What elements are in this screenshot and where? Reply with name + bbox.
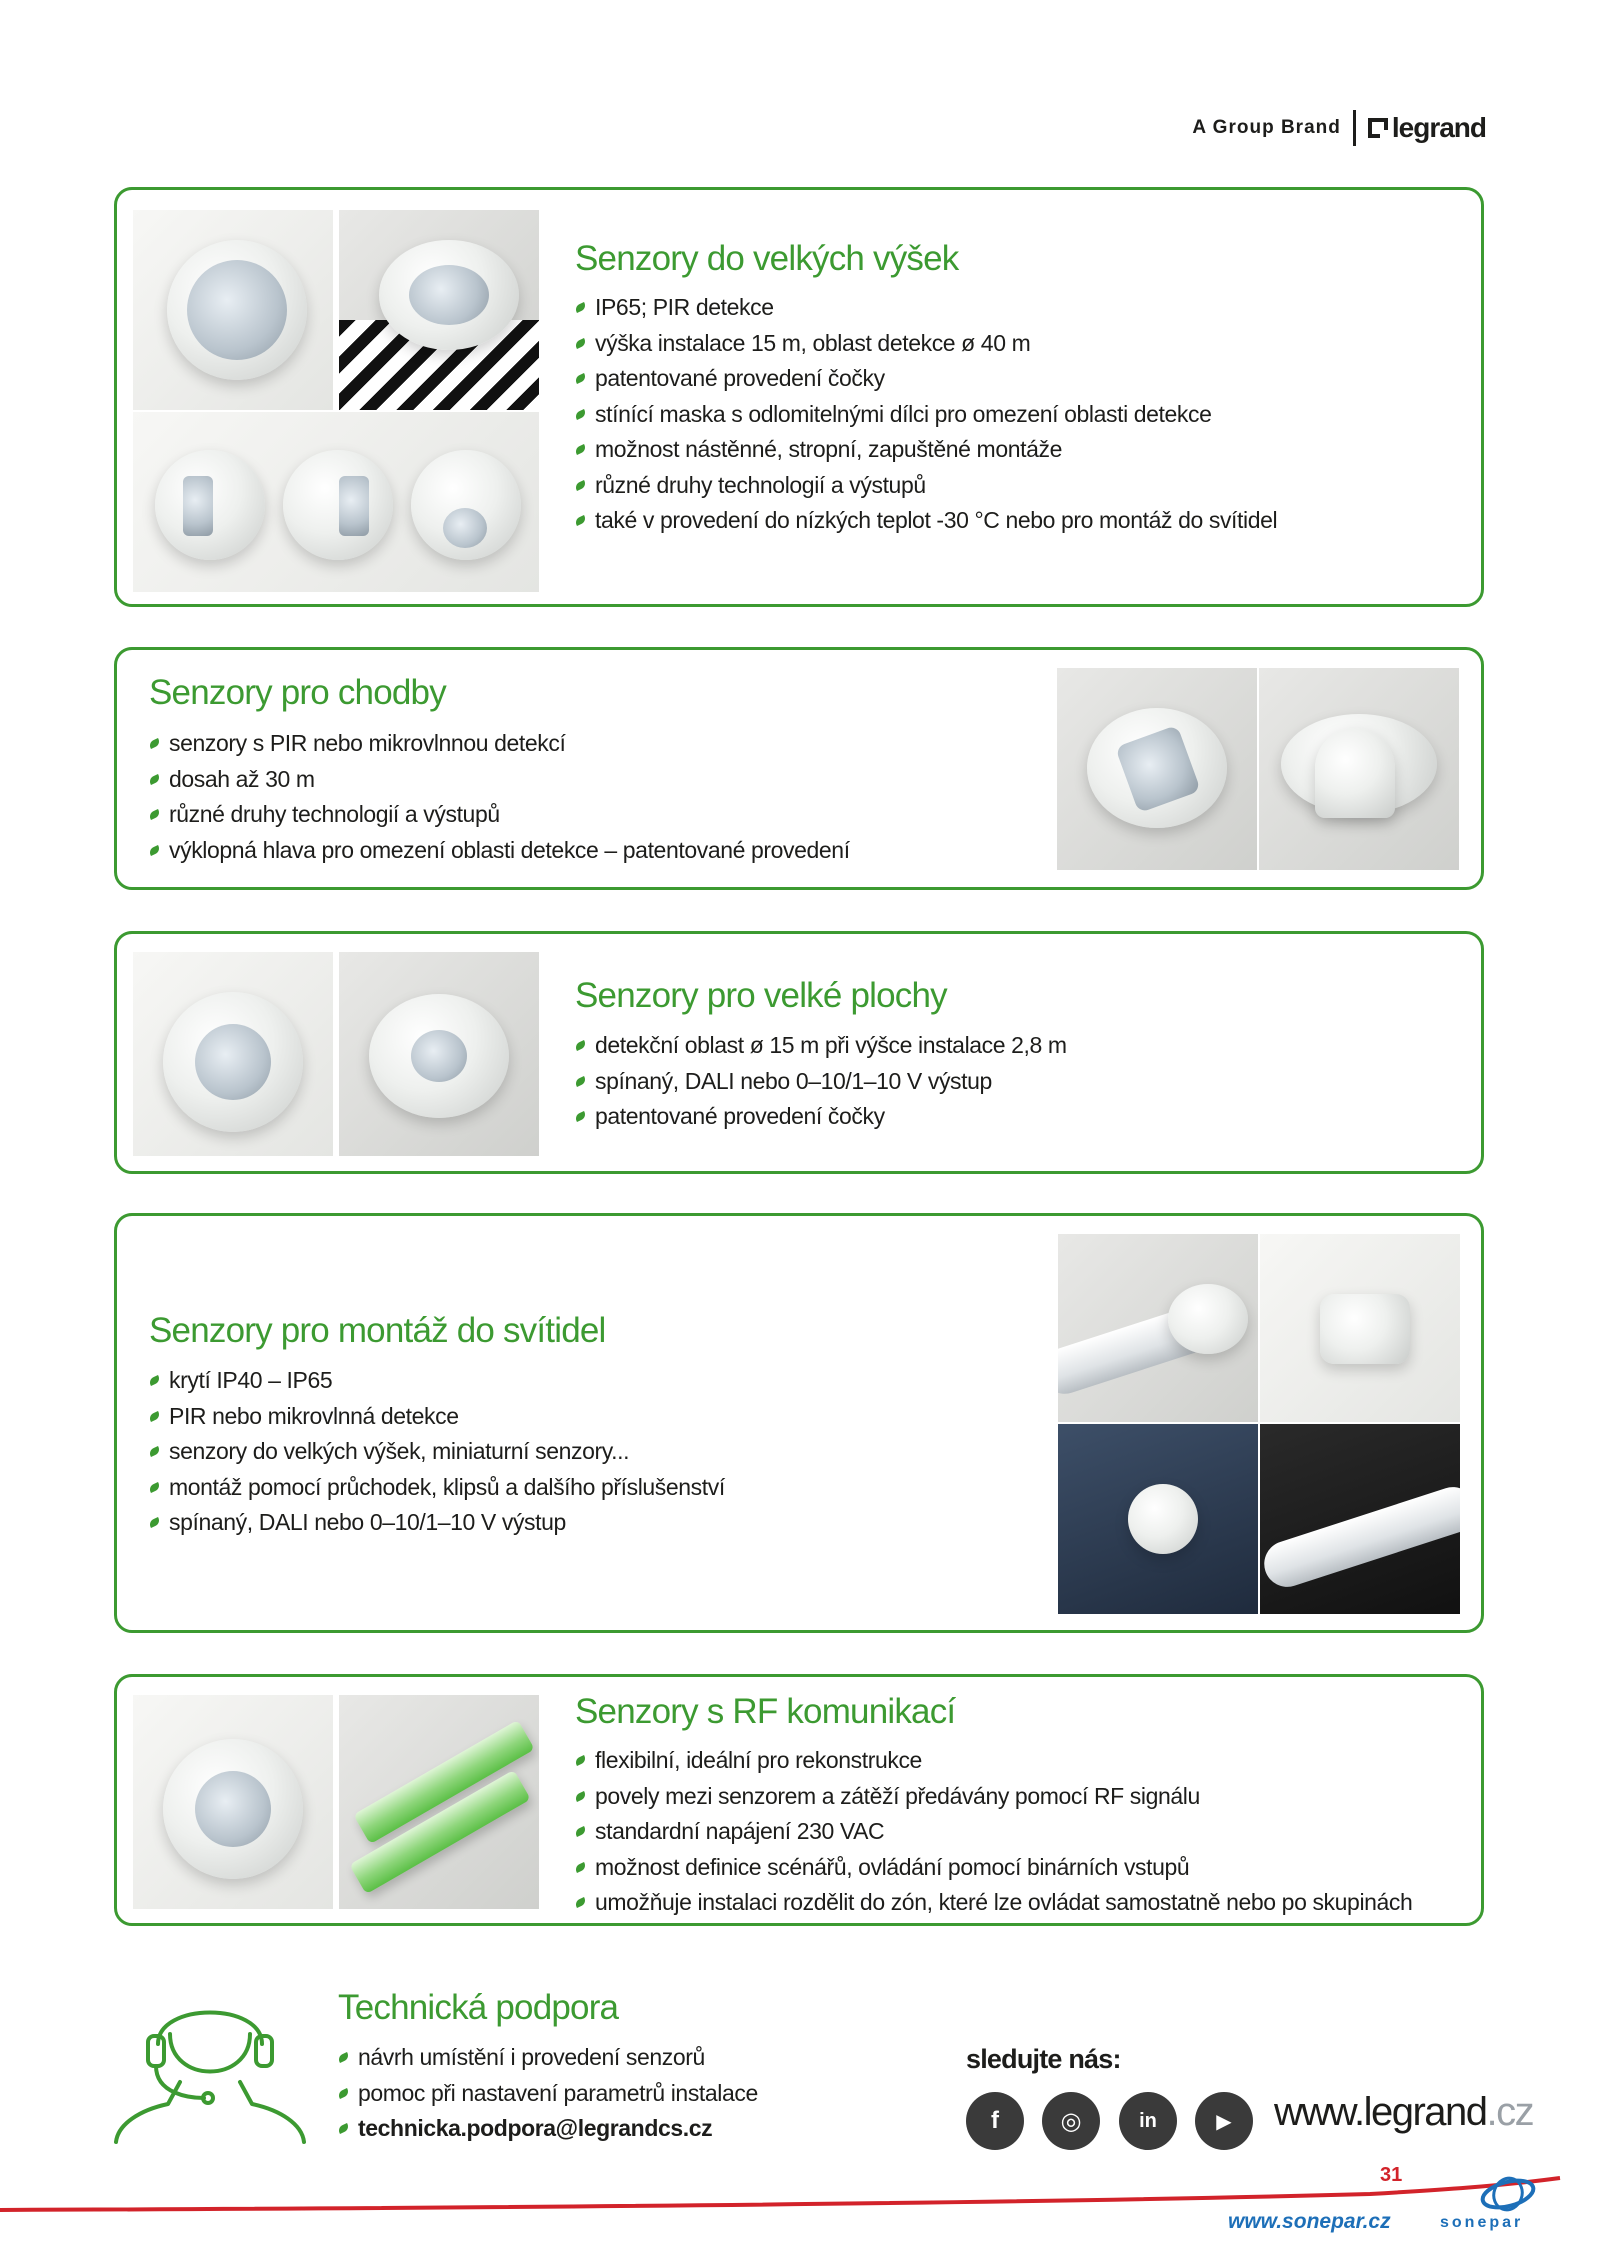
feature-item: povely mezi senzorem a zátěží předávány pomocí RF signálu — [575, 1779, 1412, 1815]
card-title: Senzory pro velké plochy — [575, 976, 947, 1015]
feature-item: výška instalace 15 m, oblast detekce ø 40 m — [575, 326, 1277, 362]
card-title: Senzory pro chodby — [149, 673, 446, 712]
website-tld: .cz — [1486, 2090, 1534, 2134]
feature-item: dosah až 30 m — [149, 762, 850, 798]
feature-item: různé druhy technologií a výstupů — [149, 797, 850, 833]
legrand-logo — [1368, 112, 1486, 144]
feature-item: IP65; PIR detekce — [575, 290, 1277, 326]
feature-item: různé druhy technologií a výstupů — [575, 468, 1277, 504]
feature-item: stínící maska s odlomitelnými dílci pro omezení oblasti detekce — [575, 397, 1277, 433]
card-title: Senzory s RF komunikací — [575, 1692, 956, 1731]
sonepar-logo-icon — [1478, 2174, 1538, 2214]
feature-list — [149, 1363, 725, 1541]
card-large-area-sensors — [114, 931, 1484, 1174]
feature-item: také v provedení do nízkých teplot -30 °C nebo pro montáž do svítidel — [575, 503, 1277, 539]
product-photo — [133, 210, 333, 410]
youtube-icon[interactable]: ▶ — [1195, 2092, 1253, 2150]
feature-item: výklopná hlava pro omezení oblasti detekce – patentované provedení — [149, 833, 850, 869]
feature-item: PIR nebo mikrovlnná detekce — [149, 1399, 725, 1435]
product-photo — [1260, 1424, 1460, 1614]
linkedin-icon[interactable]: in — [1119, 2092, 1177, 2150]
brand-header — [1192, 110, 1486, 146]
product-photo — [339, 1695, 539, 1909]
feature-item: spínaný, DALI nebo 0–10/1–10 V výstup — [149, 1505, 725, 1541]
instagram-icon[interactable]: ◎ — [1042, 2092, 1100, 2150]
feature-item: patentované provedení čočky — [575, 361, 1277, 397]
feature-item: montáž pomocí průchodek, klipsů a dalšího příslušenství — [149, 1470, 725, 1506]
brand-divider — [1353, 110, 1356, 146]
feature-item: senzory do velkých výšek, miniaturní senzory... — [149, 1434, 725, 1470]
card-high-ceiling-sensors — [114, 187, 1484, 607]
feature-list — [149, 726, 850, 868]
headset-support-icon — [110, 1974, 310, 2146]
product-photo — [1260, 1234, 1460, 1422]
feature-item: patentované provedení čočky — [575, 1099, 1067, 1135]
product-photo — [133, 412, 539, 592]
facebook-icon[interactable]: f — [966, 2092, 1024, 2150]
website-main: www.legrand — [1274, 2090, 1487, 2134]
feature-item: detekční oblast ø 15 m při výšce instalace 2,8 m — [575, 1028, 1067, 1064]
website-link[interactable] — [1274, 2090, 1533, 2135]
support-item: návrh umístění i provedení senzorů — [338, 2040, 758, 2076]
product-photo — [1259, 668, 1459, 870]
sonepar-url-link[interactable]: www.sonepar.cz — [1228, 2210, 1391, 2233]
sonepar-logo-text: sonepar — [1440, 2214, 1524, 2231]
group-brand-label: A Group Brand — [1192, 117, 1341, 138]
card-title: Senzory pro montáž do svítidel — [149, 1311, 606, 1350]
product-photo — [339, 210, 539, 410]
feature-item: spínaný, DALI nebo 0–10/1–10 V výstup — [575, 1064, 1067, 1100]
product-photo — [1057, 668, 1257, 870]
card-title: Senzory do velkých výšek — [575, 239, 959, 278]
product-photo — [133, 952, 333, 1156]
card-corridor-sensors — [114, 647, 1484, 890]
support-list — [338, 2040, 758, 2147]
feature-item: standardní napájení 230 VAC — [575, 1814, 1412, 1850]
feature-item: možnost definice scénářů, ovládání pomocí binárních vstupů — [575, 1850, 1412, 1886]
support-email-link[interactable]: technicka.podpora@legrandcs.cz — [338, 2111, 758, 2147]
feature-list — [575, 290, 1277, 539]
card-rf-sensors — [114, 1674, 1484, 1926]
follow-us-label: sledujte nás: — [966, 2044, 1121, 2074]
feature-item: možnost nástěnné, stropní, zapuštěné montáže — [575, 432, 1277, 468]
product-photo — [1058, 1424, 1258, 1614]
product-photo — [133, 1695, 333, 1909]
support-item: pomoc při nastavení parametrů instalace — [338, 2076, 758, 2112]
feature-item: flexibilní, ideální pro rekonstrukce — [575, 1743, 1412, 1779]
product-photo — [339, 952, 539, 1156]
feature-list — [575, 1743, 1412, 1921]
support-title: Technická podpora — [338, 1988, 619, 2027]
legrand-logo-text: legrand — [1391, 112, 1486, 143]
card-luminaire-sensors — [114, 1213, 1484, 1633]
page-number: 31 — [1380, 2164, 1403, 2186]
feature-item: umožňuje instalaci rozdělit do zón, které lze ovládat samostatně nebo po skupinách — [575, 1885, 1412, 1921]
product-photo — [1058, 1234, 1258, 1422]
feature-item: krytí IP40 – IP65 — [149, 1363, 725, 1399]
feature-item: senzory s PIR nebo mikrovlnnou detekcí — [149, 726, 850, 762]
feature-list — [575, 1028, 1067, 1135]
legrand-logo-icon — [1368, 118, 1388, 138]
